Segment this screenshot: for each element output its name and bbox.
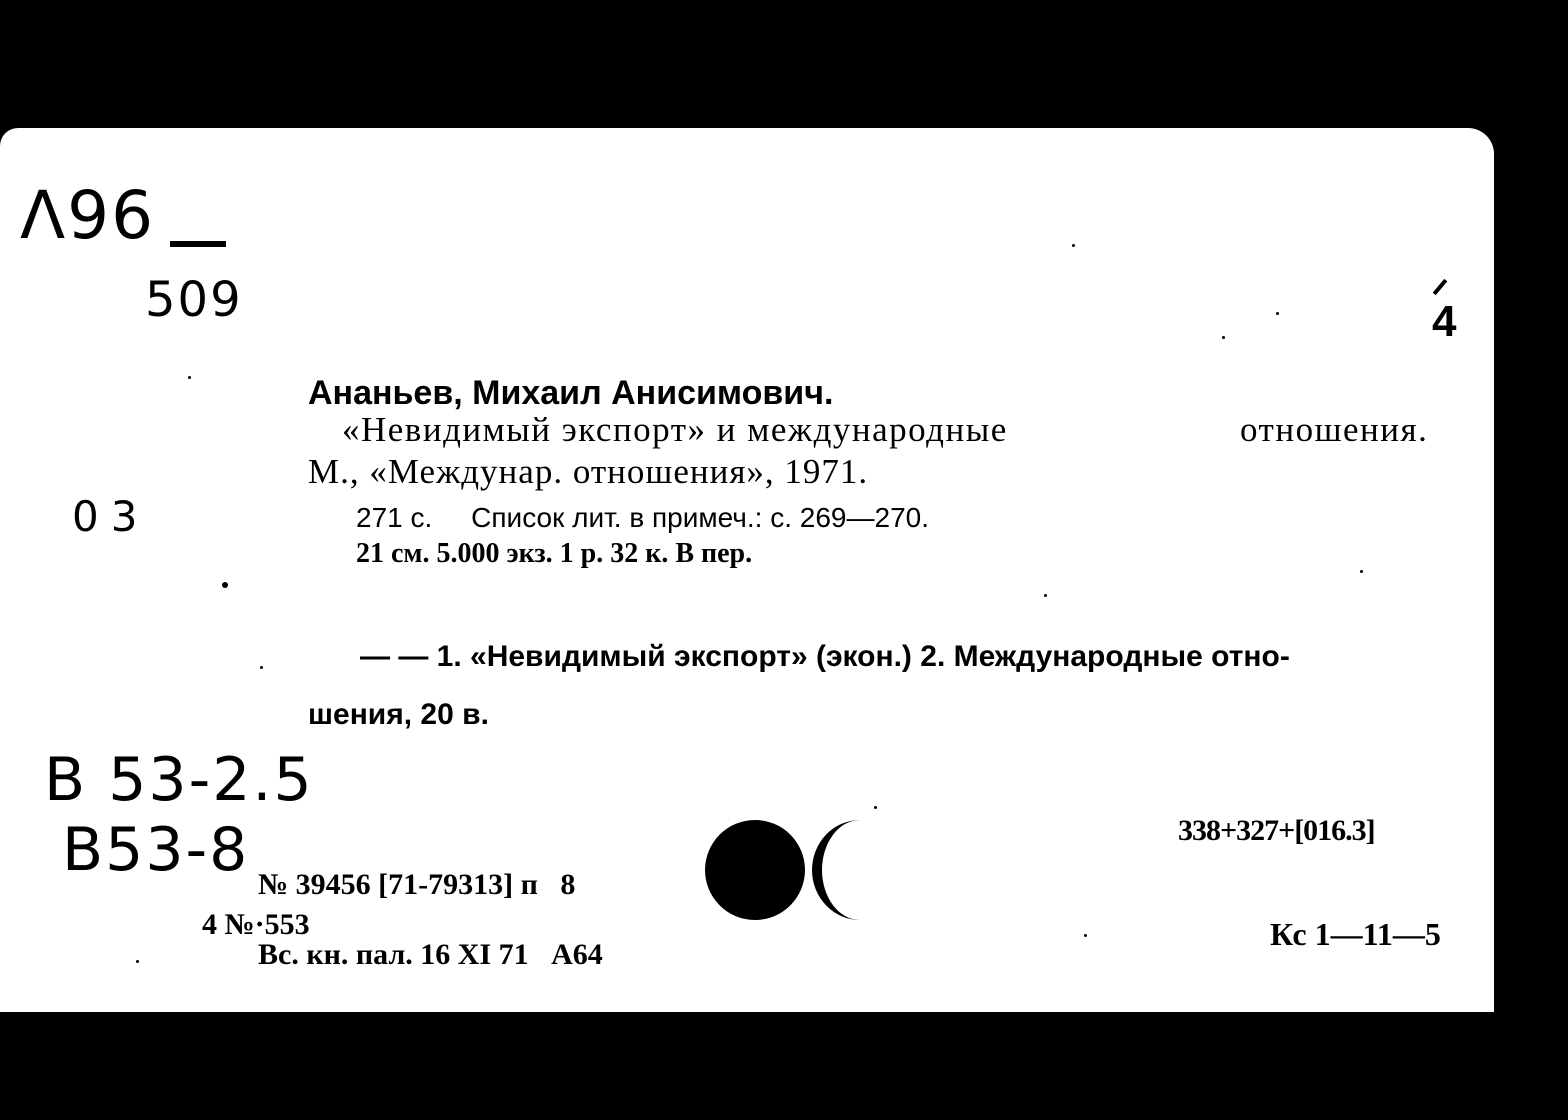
imprint-line: М., «Междунар. отношения», 1971. (308, 452, 869, 491)
speck (874, 806, 877, 809)
catalog-card (0, 128, 1494, 1012)
crescent-mark (812, 820, 908, 920)
author-heading: Ананьев, Михаил Анисимович. (308, 374, 834, 412)
handwritten-section: 03 (72, 492, 150, 541)
book-chamber-line: Вс. кн. пал. 16 XI 71 А64 (258, 938, 603, 971)
title-line: «Невидимый экспорт» и международные (342, 410, 1008, 449)
corner-mark (1433, 279, 1448, 295)
speck (1222, 336, 1225, 339)
pages-note: 271 с. Список лит. в примеч.: с. 269—270. (356, 502, 929, 533)
order-number: № 39456 [71-79313] п 8 (258, 868, 576, 901)
speck (136, 960, 139, 963)
card-number: 4 №·553 (202, 908, 310, 941)
speck (260, 666, 263, 669)
speck (1044, 594, 1047, 597)
speck (188, 376, 191, 379)
handwritten-shelf-number: 509 (145, 272, 243, 328)
series-code: Кс 1—11—5 (1270, 916, 1441, 952)
speck (1072, 244, 1075, 247)
udc-code: 338+327+[016.3] (1178, 814, 1375, 847)
tracing-line-2: шения, 20 в. (308, 698, 489, 731)
handwritten-class-1: B 53-2.5 (44, 745, 314, 815)
physical-description: 21 см. 5.000 экз. 1 р. 32 к. В пер. (356, 538, 753, 569)
tracing-line-1: — — 1. «Невидимый экспорт» (экон.) 2. Международные отно- (360, 640, 1290, 673)
speck (222, 582, 228, 588)
handwritten-class-2: B53-8 (62, 815, 250, 885)
speck (1276, 312, 1279, 315)
speck (1084, 934, 1087, 937)
handwritten-dash (170, 241, 226, 247)
speck (1360, 570, 1363, 573)
shelf-mark-text: Λ96 (20, 177, 156, 254)
punch-hole (705, 820, 805, 920)
title-line-end: отношения. (1240, 410, 1429, 449)
handwritten-shelf-mark (20, 177, 156, 254)
corner-number: 4 (1432, 297, 1457, 346)
